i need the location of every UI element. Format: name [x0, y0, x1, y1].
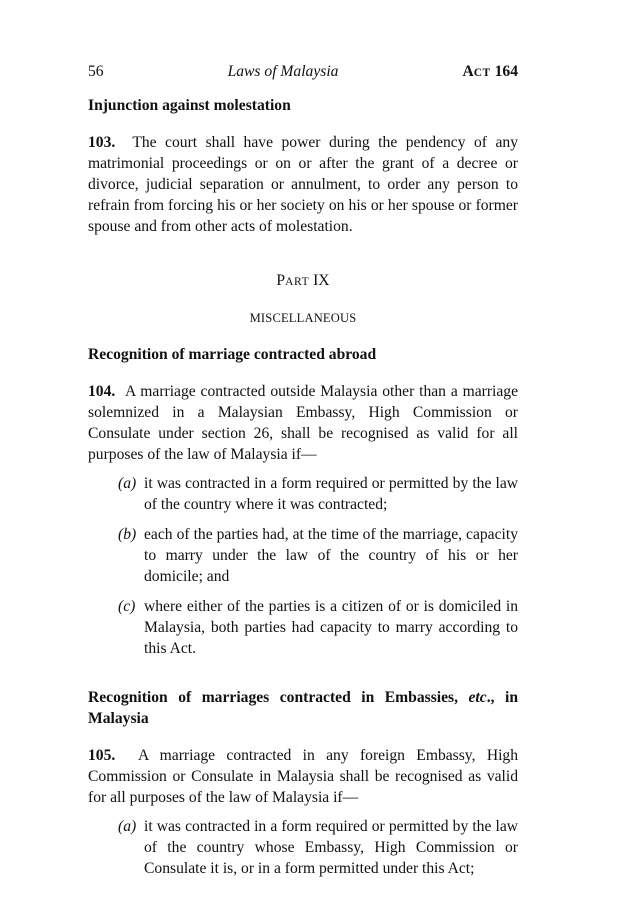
- section-105-text: 105. A marriage contracted in any foreign Embassy, High Commission or Consulate in Malaysia shall be recognised as valid for all purposes of the law of Malaysia if—: [88, 747, 519, 806]
- list-item: (b) each of the parties had, at the time of the marriage, capacity to marry under the law of the country of his or her domicile; and: [118, 526, 518, 585]
- page-number: 56: [88, 63, 104, 80]
- section-heading-104: Recognition of marriage contracted abroad: [88, 346, 377, 363]
- part-title: MISCELLANEOUS: [249, 311, 357, 325]
- act-number: ACT 164: [462, 63, 518, 80]
- list-item: (a) it was contracted in a form required or permitted by the law of the country where it was contracted;: [118, 475, 518, 513]
- document-page: [88, 62, 518, 879]
- list-item: (c) where either of the parties is a citizen of or is domiciled in Malaysia, both parties had capacity to marry according to this Act.: [118, 598, 518, 657]
- section-heading-105: Recognition of marriages contracted in Embassies, etc., in Malaysia: [88, 689, 518, 727]
- list-item: (a) it was contracted in a form required or permitted by the law of the country whose Embassy, High Commission or Consulate it is, or in a form permitted under this Act;: [118, 818, 518, 877]
- section-104-text: 104. A marriage contracted outside Malaysia other than a marriage solemnized in a Malaysian Embassy, High Commission or Consulate under section 26, shall be recognised as valid for all purposes of the law of Malaysia if—: [88, 383, 519, 463]
- part-heading: PART IX: [276, 272, 330, 289]
- section-heading-103: Injunction against molestation: [88, 97, 291, 114]
- header-title: Laws of Malaysia: [227, 63, 339, 80]
- running-header: [88, 62, 518, 83]
- section-number-103: 103.: [88, 134, 116, 151]
- section-number-105: 105.: [88, 747, 116, 764]
- section-number-104: 104.: [88, 383, 116, 400]
- section-103-text: 103. The court shall have power during the pendency of any matrimonial proceedings or on or after the grant of a decree or divorce, judicial separation or annulment, to order any person to refrain from forcing his or her society on his or her spouse or former spouse and from other acts of molestation.: [88, 134, 519, 235]
